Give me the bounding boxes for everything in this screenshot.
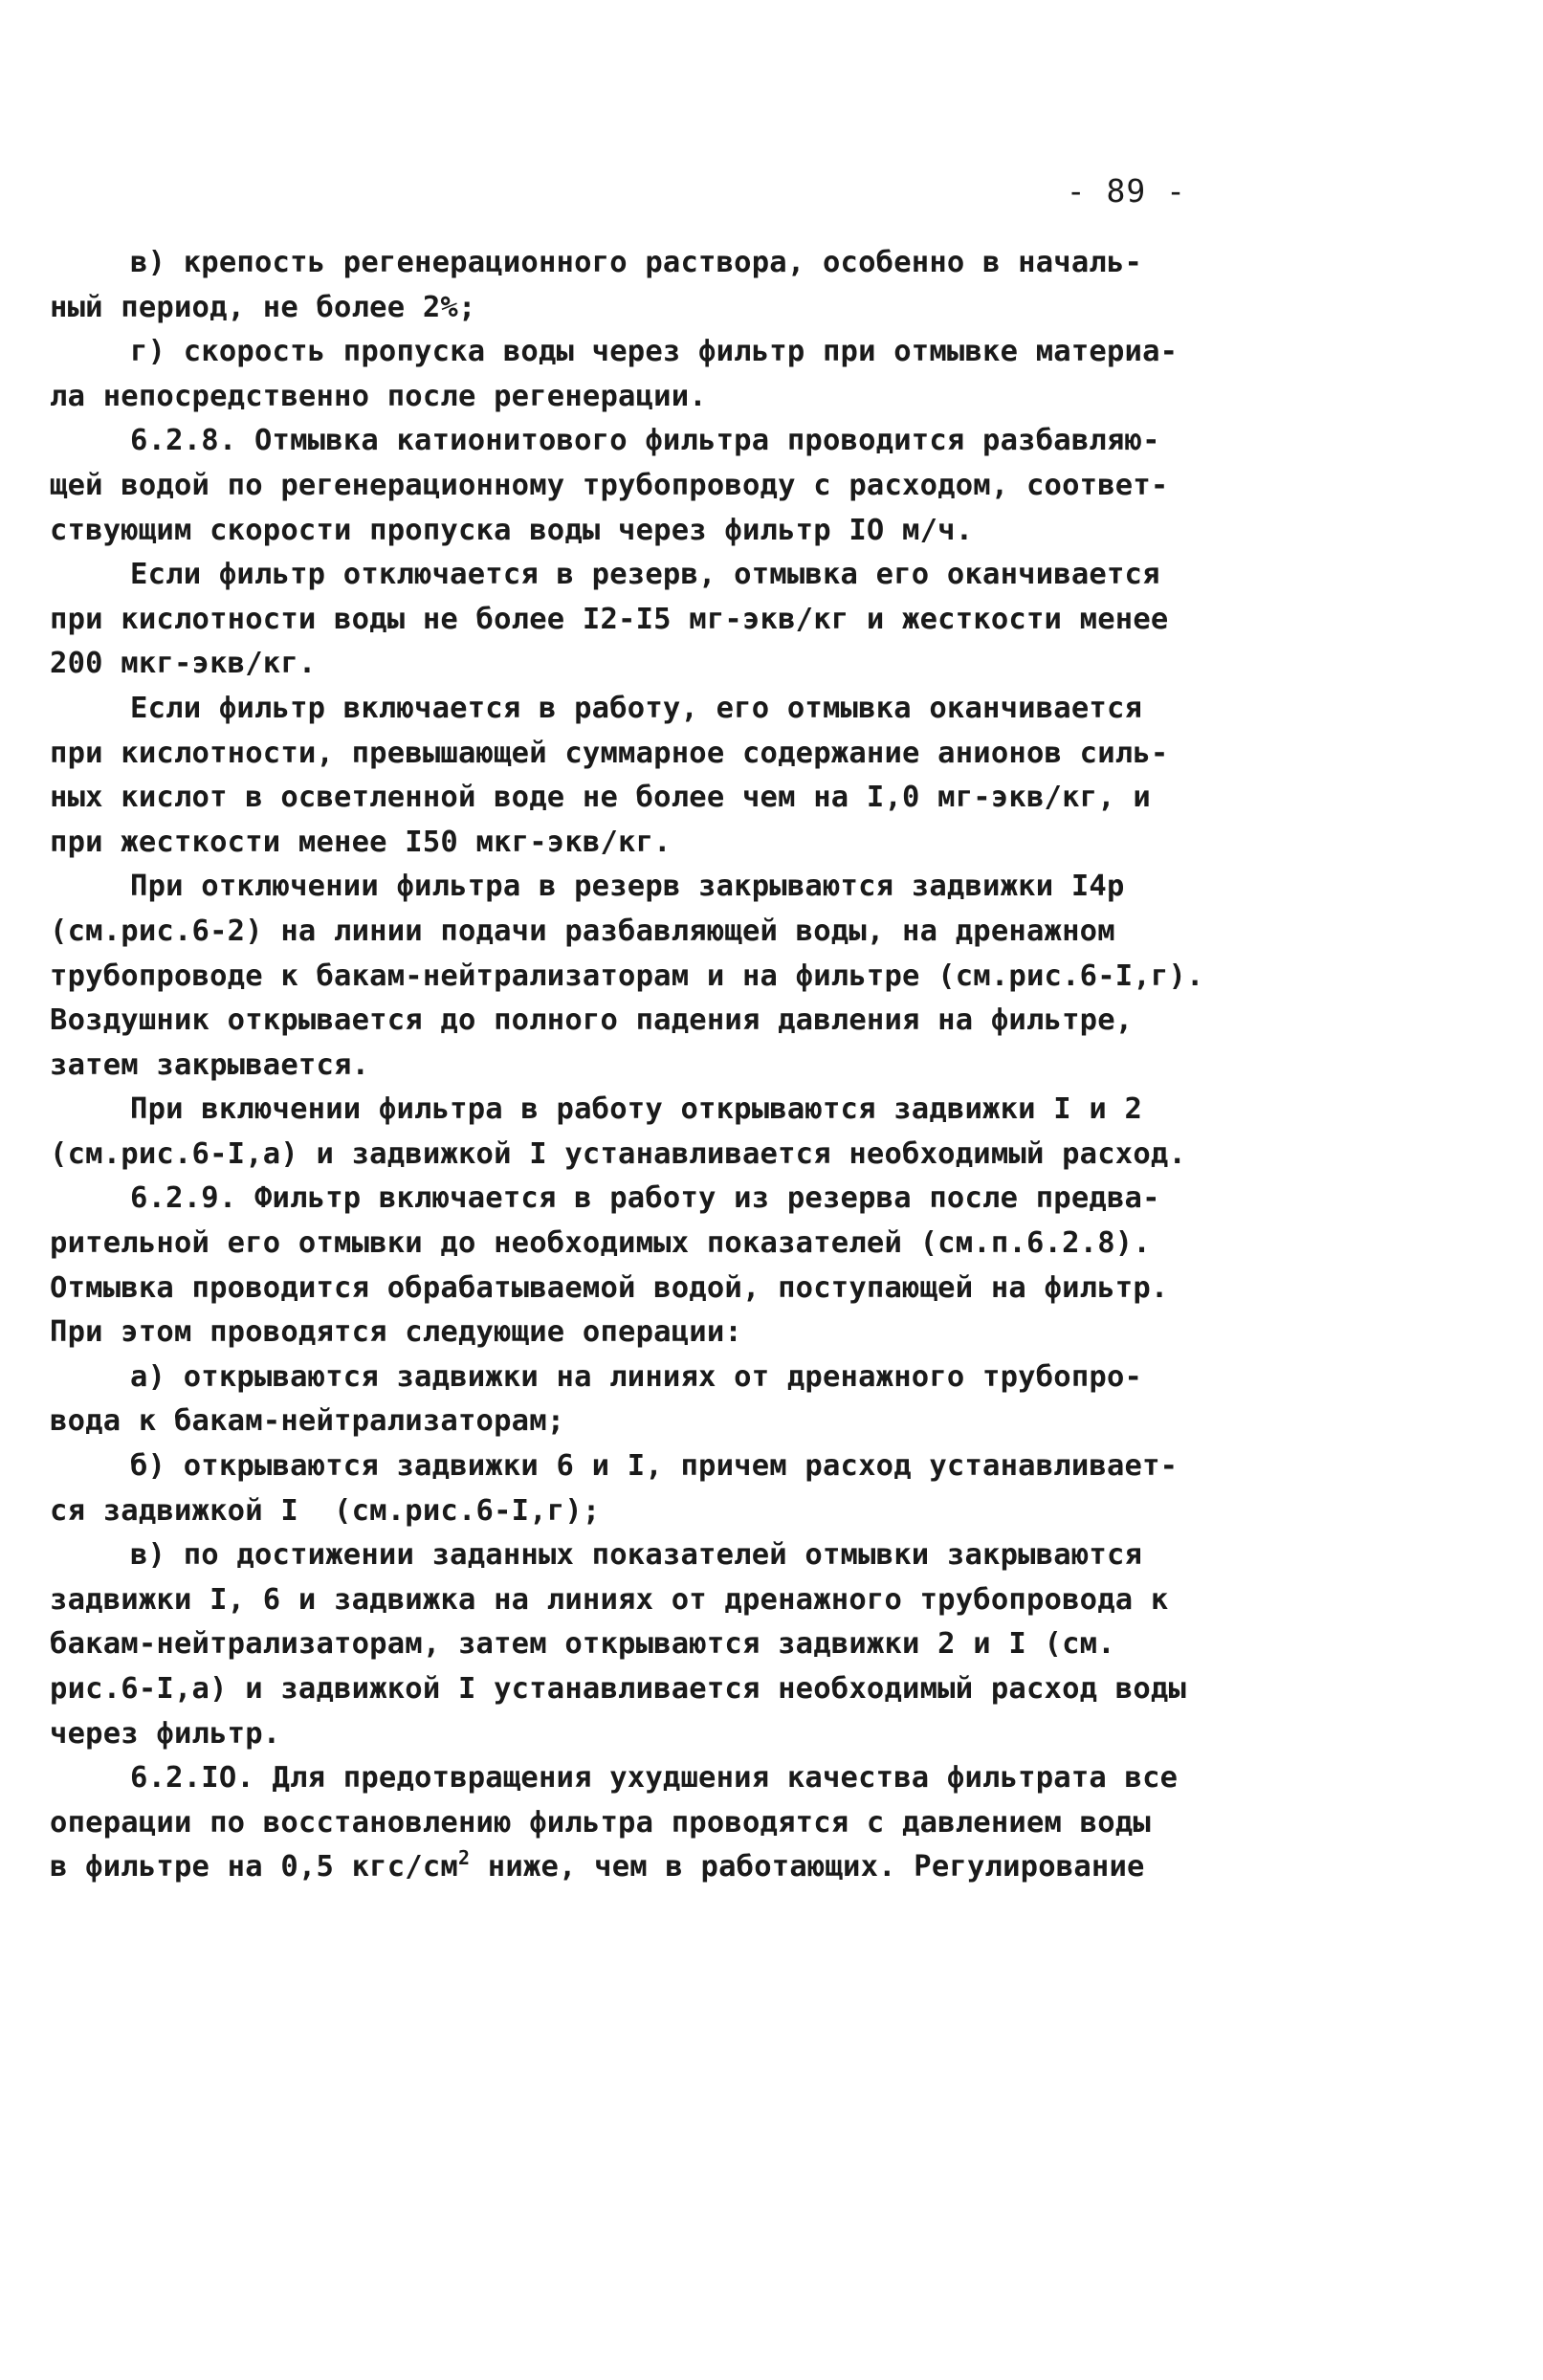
text-line: ла непосредственно после регенерации.: [50, 379, 707, 413]
text-line: Отмывка проводится обрабатываемой водой, поступающей на фильтр.: [50, 1270, 1169, 1305]
text-line: через фильтр.: [50, 1716, 281, 1751]
text-line: (см.рис.6-I,а) и задвижкой I устанавливается необходимый расход.: [50, 1136, 1187, 1171]
text-line: затем закрывается.: [50, 1047, 370, 1082]
text-line: рис.6-I,а) и задвижкой I устанавливается необходимый расход воды: [50, 1672, 1187, 1706]
text-line: ствующим скорости пропуска воды через фильтр IO м/ч.: [50, 513, 974, 547]
text-line: [50, 1845, 1217, 1890]
text-line: При включении фильтра в работу открываются задвижки I и 2: [130, 1092, 1143, 1127]
text-line: трубопроводе к бакам-нейтрализаторам и на фильтре (см.рис.6-I,г).: [50, 959, 1204, 993]
text-line: щей водой по регенерационному трубопроводу с расходом, соответ-: [50, 468, 1169, 502]
text-line: в) по достижении заданных показателей отмывки закрываются: [130, 1538, 1143, 1573]
text-line: при кислотности, превышающей суммарное содержание анионов силь-: [50, 736, 1169, 770]
text-line: при кислотности воды не более I2-I5 мг-экв/кг и жесткости менее: [50, 602, 1169, 636]
text-line: Воздушник открывается до полного падения давления на фильтре,: [50, 1003, 1134, 1038]
text-line: б) открываются задвижки 6 и I, причем расход устанавливает-: [130, 1449, 1179, 1484]
text-line: в) крепость регенерационного раствора, особенно в началь-: [130, 246, 1143, 279]
text-line: ся задвижкой I (см.рис.6-I,г);: [50, 1493, 601, 1528]
text-segment: ниже, чем в работающих. Регулирование: [470, 1850, 1145, 1884]
text-line: бакам-нейтрализаторам, затем открываются задвижки 2 и I (см.: [50, 1627, 1115, 1662]
text-line: а) открываются задвижки на линиях от дренажного трубопро-: [130, 1359, 1143, 1394]
text-line: 6.2.9. Фильтр включается в работу из резерва после предва-: [130, 1181, 1160, 1216]
superscript: 2: [457, 1846, 471, 1870]
text-line: ных кислот в осветленной воде не более чем на I,0 мг-экв/кг, и: [50, 781, 1151, 815]
text-line: ный период, не более 2%;: [50, 290, 476, 324]
document-body: [50, 241, 1217, 1890]
text-line: г) скорость пропуска воды через фильтр при отмывке материа-: [130, 335, 1179, 369]
text-line: При этом проводятся следующие операции:: [50, 1315, 742, 1350]
text-line: При отключении фильтра в резерв закрываются задвижки I4р: [130, 870, 1125, 904]
text-line: при жесткости менее I50 мкг-экв/кг.: [50, 825, 672, 859]
text-line: задвижки I, 6 и задвижка на линиях от дренажного трубопровода к: [50, 1582, 1169, 1617]
text-line: (см.рис.6-2) на линии подачи разбавляющей воды, на дренажном: [50, 914, 1115, 948]
text-line: вода к бакам-нейтрализаторам;: [50, 1404, 565, 1439]
text-line: рительной его отмывки до необходимых показателей (см.п.6.2.8).: [50, 1226, 1151, 1261]
text-line: 6.2.IO. Для предотвращения ухудшения качества фильтрата все: [130, 1761, 1179, 1796]
text-line: Если фильтр включается в работу, его отмывка оканчивается: [130, 691, 1143, 725]
page-number: - 89 -: [1066, 172, 1186, 209]
text-line: 200 мкг-экв/кг.: [50, 647, 317, 681]
text-segment: в фильтре на 0,5 кгс/см: [50, 1850, 458, 1884]
text-line: операции по восстановлению фильтра проводятся с давлением воды: [50, 1805, 1151, 1840]
text-line: Если фильтр отключается в резерв, отмывка его оканчивается: [130, 558, 1160, 592]
text-line: 6.2.8. Отмывка катионитового фильтра проводится разбавляю-: [130, 424, 1160, 458]
